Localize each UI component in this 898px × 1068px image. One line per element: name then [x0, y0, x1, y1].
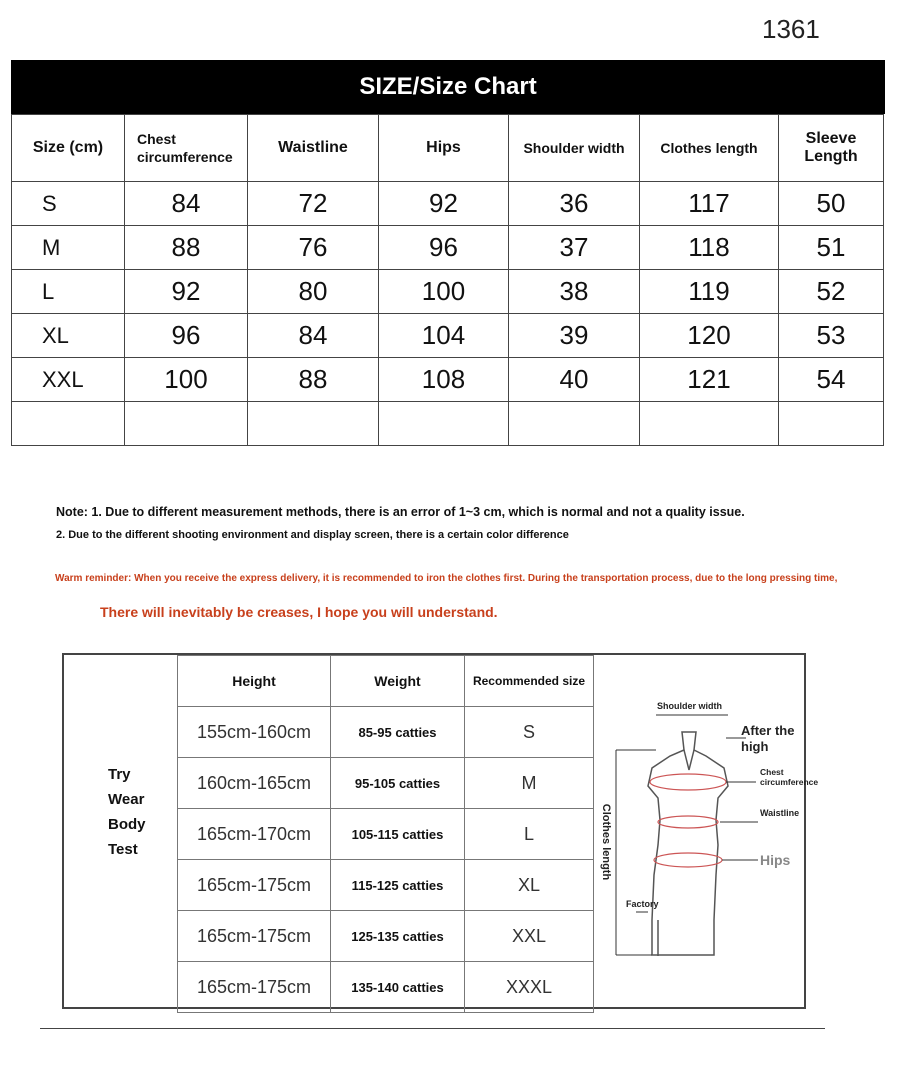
table-row: [12, 358, 884, 402]
table-row: [12, 314, 884, 358]
table-row: [12, 226, 884, 270]
table-row: [12, 270, 884, 314]
empty-cell: [640, 402, 779, 446]
size-cell: L: [12, 270, 125, 314]
hips-cell: 100: [379, 270, 509, 314]
empty-cell: [12, 402, 125, 446]
rec-size-cell: XXXL: [465, 962, 594, 1013]
header-recommended-size: Recommended size: [465, 656, 594, 707]
waist-cell: 72: [248, 182, 379, 226]
header-size: Size (cm): [12, 115, 125, 182]
sleeve-cell: 53: [779, 314, 884, 358]
recommendation-table: [177, 655, 594, 1013]
chest-cell: 84: [125, 182, 248, 226]
weight-cell: 125-135 catties: [331, 911, 465, 962]
sleeve-cell: 54: [779, 358, 884, 402]
label-shoulder-width: Shoulder width: [657, 701, 722, 711]
page-number: 1361: [762, 14, 820, 44]
header-waistline: Waistline: [248, 115, 379, 182]
note-1: Note: 1. Due to different measurement methods, there is an error of 1~3 cm, which is normal and not a quality issue.: [56, 505, 745, 519]
height-cell: 165cm-175cm: [178, 962, 331, 1013]
bottom-divider: [40, 1028, 825, 1029]
weight-cell: 85-95 catties: [331, 707, 465, 758]
label-hips: Hips: [760, 852, 791, 868]
shoulder-cell: 38: [509, 270, 640, 314]
rec-size-cell: S: [465, 707, 594, 758]
table-row: [12, 182, 884, 226]
height-cell: 165cm-175cm: [178, 911, 331, 962]
hips-cell: 104: [379, 314, 509, 358]
body-word: Body: [108, 816, 146, 833]
label-factory: Factory: [626, 899, 659, 909]
warm-reminder: Warm reminder: When you receive the express delivery, it is recommended to iron the clothes first. During the transportation process, due to the long pressing time,: [55, 573, 838, 584]
sleeve-cell: 50: [779, 182, 884, 226]
rec-size-cell: XXL: [465, 911, 594, 962]
dress-diagram: [596, 660, 804, 1006]
weight-cell: 95-105 catties: [331, 758, 465, 809]
sleeve-cell: 51: [779, 226, 884, 270]
table-row-empty: [12, 402, 884, 446]
size-cell: XL: [12, 314, 125, 358]
rec-size-cell: XL: [465, 860, 594, 911]
height-cell: 155cm-160cm: [178, 707, 331, 758]
shoulder-cell: 36: [509, 182, 640, 226]
length-cell: 118: [640, 226, 779, 270]
length-cell: 117: [640, 182, 779, 226]
table-row: [178, 758, 594, 809]
hips-cell: 92: [379, 182, 509, 226]
warm-reminder-creases: There will inevitably be creases, I hope you will understand.: [100, 604, 498, 620]
chest-cell: 88: [125, 226, 248, 270]
size-chart-table: [11, 114, 884, 446]
empty-cell: [248, 402, 379, 446]
empty-cell: [779, 402, 884, 446]
header-height: Height: [178, 656, 331, 707]
empty-cell: [509, 402, 640, 446]
hips-cell: 108: [379, 358, 509, 402]
shoulder-cell: 40: [509, 358, 640, 402]
length-cell: 120: [640, 314, 779, 358]
table-row: [178, 707, 594, 758]
height-cell: 165cm-175cm: [178, 860, 331, 911]
rec-size-cell: L: [465, 809, 594, 860]
try-wear-label: [108, 762, 146, 862]
label-waistline: Waistline: [760, 808, 800, 818]
try-word: Try: [108, 766, 131, 783]
height-cell: 160cm-165cm: [178, 758, 331, 809]
table-row: [178, 809, 594, 860]
header-sleeve-length: Sleeve Length: [779, 115, 884, 182]
table-row: [178, 911, 594, 962]
weight-cell: 115-125 catties: [331, 860, 465, 911]
waist-cell: 88: [248, 358, 379, 402]
size-chart-title: SIZE/Size Chart: [11, 60, 885, 114]
shoulder-cell: 37: [509, 226, 640, 270]
empty-cell: [125, 402, 248, 446]
wear-word: Wear: [108, 791, 145, 808]
size-cell: M: [12, 226, 125, 270]
header-weight: Weight: [331, 656, 465, 707]
hips-cell: 96: [379, 226, 509, 270]
chest-cell: 92: [125, 270, 248, 314]
table-row: [178, 860, 594, 911]
size-cell: S: [12, 182, 125, 226]
shoulder-cell: 39: [509, 314, 640, 358]
weight-cell: 105-115 catties: [331, 809, 465, 860]
test-word: Test: [108, 841, 138, 858]
empty-cell: [379, 402, 509, 446]
size-cell: XXL: [12, 358, 125, 402]
waist-cell: 76: [248, 226, 379, 270]
header-hips: Hips: [379, 115, 509, 182]
length-cell: 119: [640, 270, 779, 314]
sleeve-cell: 52: [779, 270, 884, 314]
header-chest: Chest circumference: [125, 115, 248, 182]
size-chart-header-row: [12, 115, 884, 182]
header-clothes-length: Clothes length: [640, 115, 779, 182]
note-2: 2. Due to the different shooting environment and display screen, there is a certain color difference: [56, 529, 569, 541]
chest-cell: 96: [125, 314, 248, 358]
height-cell: 165cm-170cm: [178, 809, 331, 860]
waist-cell: 80: [248, 270, 379, 314]
label-clothes-length: Clothes length: [600, 803, 612, 881]
recommendation-header-row: [178, 656, 594, 707]
waist-cell: 84: [248, 314, 379, 358]
weight-cell: 135-140 catties: [331, 962, 465, 1013]
table-row: [178, 962, 594, 1013]
rec-size-cell: M: [465, 758, 594, 809]
label-chest-circumference: Chest circumference: [760, 767, 819, 787]
label-after-the-high: After the high: [741, 723, 795, 754]
chest-cell: 100: [125, 358, 248, 402]
length-cell: 121: [640, 358, 779, 402]
header-shoulder-width: Shoulder width: [509, 115, 640, 182]
